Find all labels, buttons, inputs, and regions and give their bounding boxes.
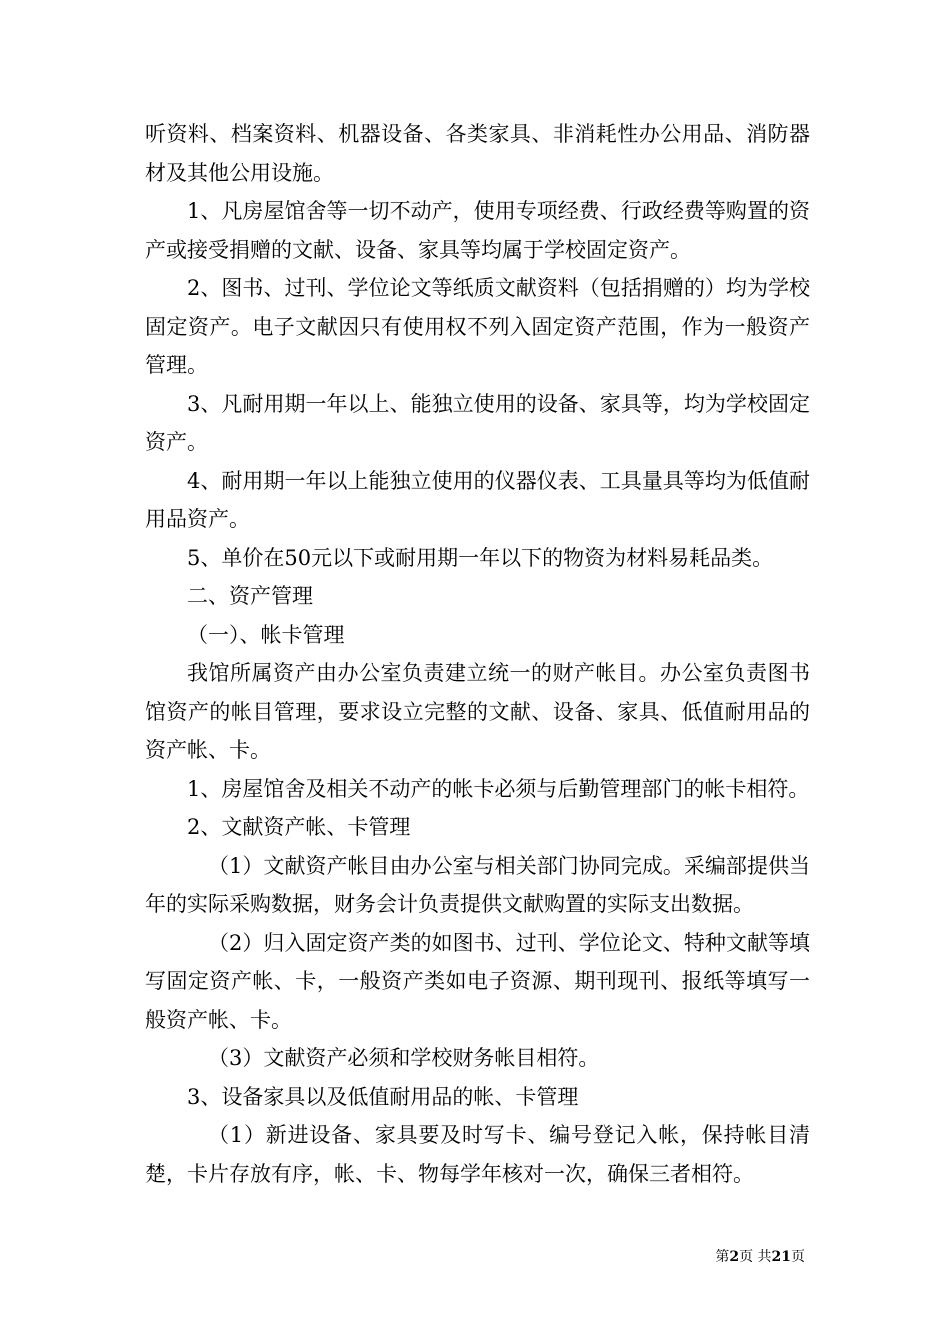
- footer-middle: 页 共: [739, 1249, 772, 1265]
- page-number-footer: [715, 1248, 805, 1266]
- paragraph: 2、文献资产帐、卡管理: [187, 815, 411, 839]
- paragraph: 3、设备家具以及低值耐用品的帐、卡管理: [187, 1084, 579, 1109]
- paragraph: 3、凡耐用期一年以上、能独立使用的设备、家具等，均为学校固定资产。: [145, 391, 810, 454]
- document-body: [145, 115, 810, 1193]
- paragraph: 我馆所属资产由办公室负责建立统一的财产帐目。办公室负责图书馆资产的帐目管理，要求设立完整的文献、设备、家具、低值耐用品的资产帐、卡。: [145, 661, 810, 762]
- current-page-number: 2: [729, 1249, 740, 1265]
- footer-suffix: 页: [791, 1249, 805, 1265]
- paragraph: （3）文献资产必须和学校财务帐目相符。: [208, 1046, 600, 1070]
- paragraph: （1）新进设备、家具要及时写卡、编号登记入帐，保持帐目清楚，卡片存放有序，帐、卡、物每学年核对一次，确保三者相符。: [145, 1123, 810, 1186]
- paragraph: 听资料、档案资料、机器设备、各类家具、非消耗性办公用品、消防器材及其他公用设施。: [145, 122, 810, 185]
- footer-prefix: 第: [715, 1249, 730, 1265]
- total-pages-number: 21: [771, 1249, 791, 1265]
- paragraph: （1）文献资产帐目由办公室与相关部门协同完成。采编部提供当年的实际采购数据，财务会计负责提供文献购置的实际支出数据。: [145, 853, 810, 916]
- paragraph: 2、图书、过刊、学位论文等纸质文献资料（包括捐赠的）均为学校固定资产。电子文献因只有使用权不列入固定资产范围，作为一般资产管理。: [145, 276, 810, 377]
- paragraph: （2）归入固定资产类的如图书、过刊、学位论文、特种文献等填写固定资产帐、卡，一般资产类如电子资源、期刊现刊、报纸等填写一般资产帐、卡。: [145, 930, 810, 1032]
- paragraph: 5、单价在50元以下或耐用期一年以下的物资为材料易耗品类。: [187, 545, 774, 570]
- paragraph: 1、凡房屋馆舍等一切不动产，使用专项经费、行政经费等购置的资产或接受捐赠的文献、设备、家具等均属于学校固定资产。: [145, 199, 810, 262]
- paragraph: 4、耐用期一年以上能独立使用的仪器仪表、工具量具等均为低值耐用品资产。: [145, 468, 810, 531]
- paragraph: 1、房屋馆舍及相关不动产的帐卡必须与后勤管理部门的帐卡相符。: [187, 776, 810, 801]
- section-heading: 二、资产管理: [187, 584, 313, 608]
- subsection-heading: （一）、帐卡管理: [187, 622, 345, 647]
